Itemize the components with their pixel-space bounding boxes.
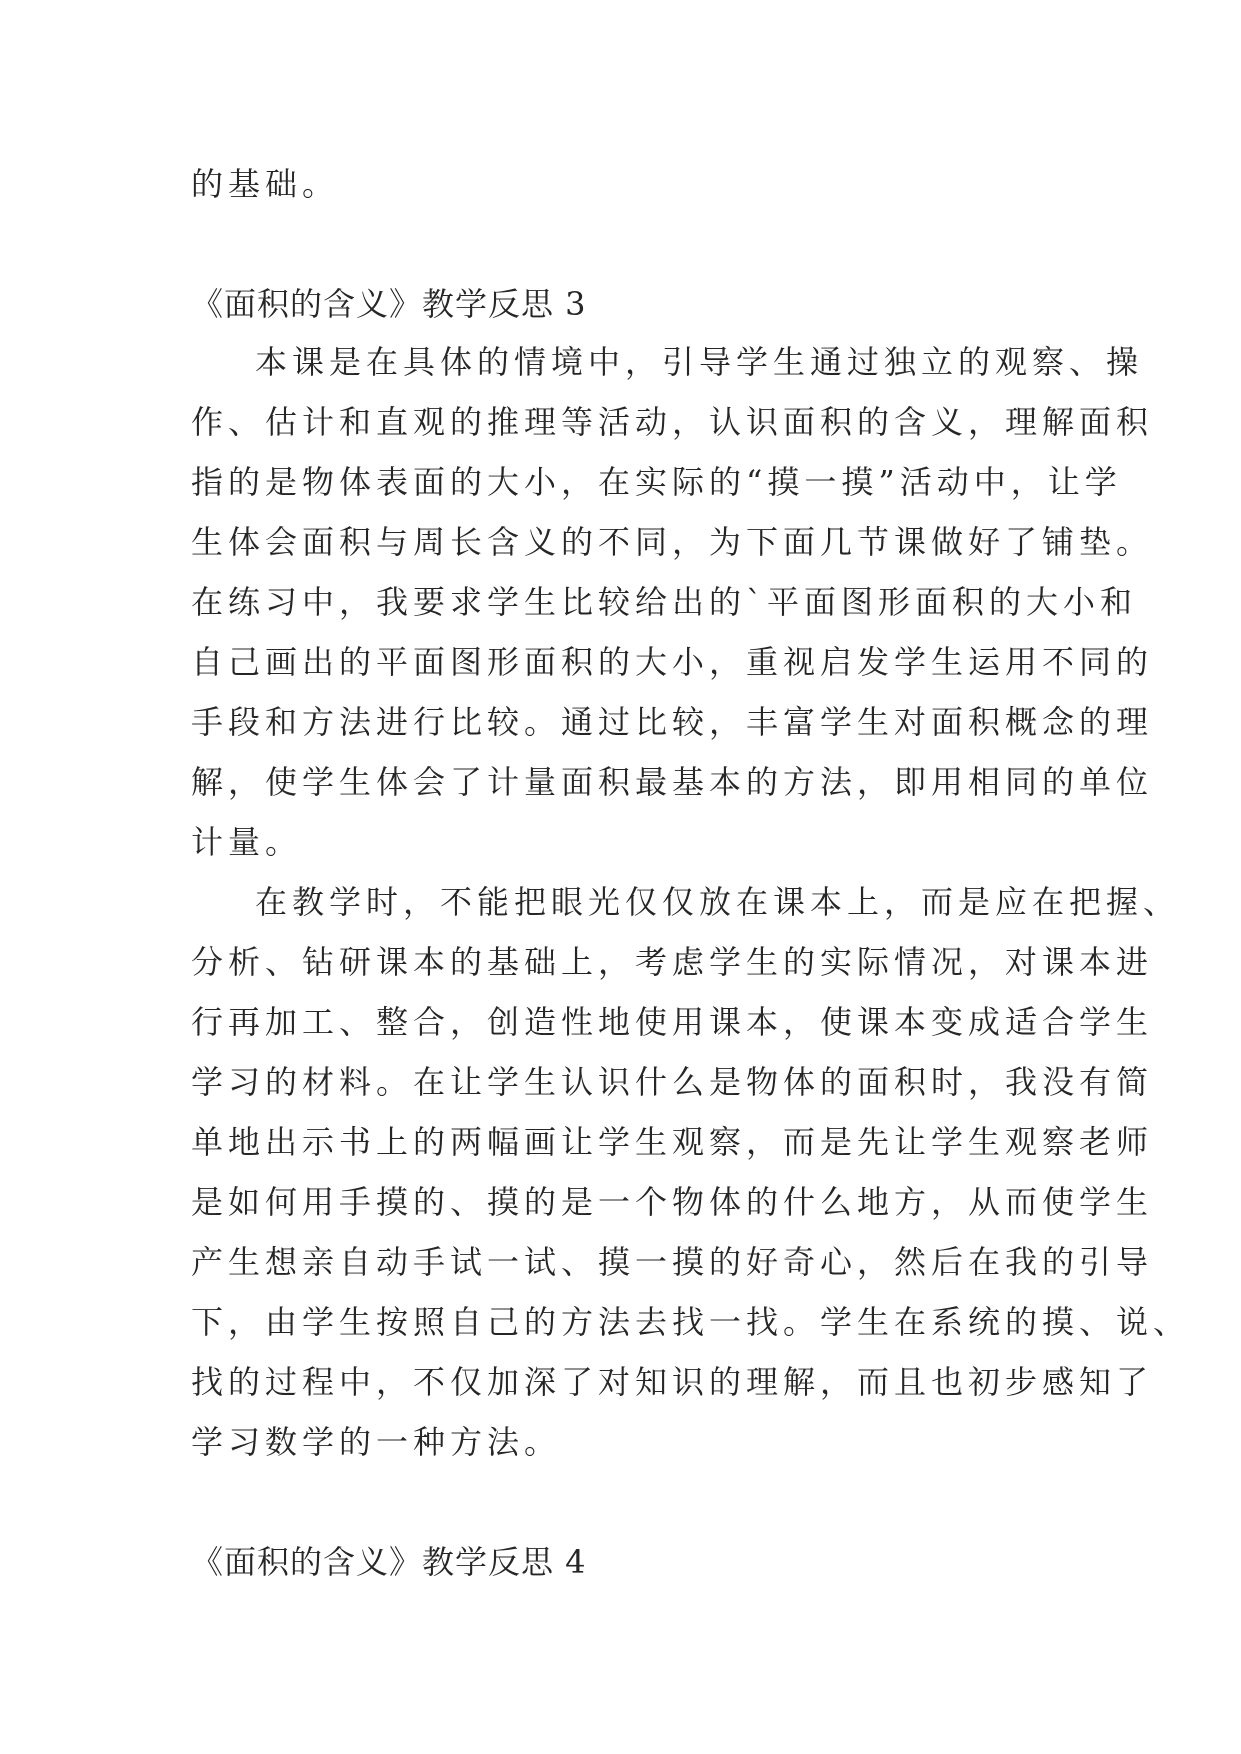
paragraph-line: 生体会面积与周长含义的不同，为下面几节课做好了铺垫。 <box>191 523 1154 561</box>
paragraph-line: 学习数学的一种方法。 <box>191 1423 562 1461</box>
paragraph-line: 下，由学生按照自己的方法去找一找。学生在系统的摸、说、 <box>191 1303 1191 1341</box>
paragraph-line: 找的过程中，不仅加深了对知识的理解，而且也初步感知了 <box>191 1363 1154 1401</box>
section-4-heading: 《面积的含义》教学反思 4 <box>191 1543 587 1581</box>
paragraph-line: 在练习中，我要求学生比较给出的`平面图形面积的大小和 <box>191 583 1138 621</box>
paragraph-line: 是如何用手摸的、摸的是一个物体的什么地方，从而使学生 <box>191 1183 1154 1221</box>
paragraph-line: 解，使学生体会了计量面积最基本的方法，即用相同的单位 <box>191 763 1154 801</box>
paragraph-line: 本课是在具体的情境中，引导学生通过独立的观察、操 <box>255 343 1144 381</box>
paragraph-line: 手段和方法进行比较。通过比较，丰富学生对面积概念的理 <box>191 703 1154 741</box>
paragraph-line: 产生想亲自动手试一试、摸一摸的好奇心，然后在我的引导 <box>191 1243 1154 1281</box>
paragraph-line: 计量。 <box>191 823 303 861</box>
section-3-heading: 《面积的含义》教学反思 3 <box>191 285 587 323</box>
paragraph-line: 作、估计和直观的推理等活动，认识面积的含义，理解面积 <box>191 403 1154 441</box>
paragraph-line: 分析、钻研课本的基础上，考虑学生的实际情况，对课本进 <box>191 943 1154 981</box>
paragraph-line: 单地出示书上的两幅画让学生观察，而是先让学生观察老师 <box>191 1123 1154 1161</box>
paragraph-line: 学习的材料。在让学生认识什么是物体的面积时，我没有简 <box>191 1063 1154 1101</box>
paragraph-line: 自己画出的平面图形面积的大小，重视启发学生运用不同的 <box>191 643 1154 681</box>
intro-tail-text: 的基础。 <box>191 165 340 203</box>
paragraph-line: 在教学时，不能把眼光仅仅放在课本上，而是应在把握、 <box>255 883 1181 921</box>
paragraph-line: 指的是物体表面的大小，在实际的“摸一摸”活动中，让学 <box>191 463 1122 501</box>
paragraph-line: 行再加工、整合，创造性地使用课本，使课本变成适合学生 <box>191 1003 1154 1041</box>
